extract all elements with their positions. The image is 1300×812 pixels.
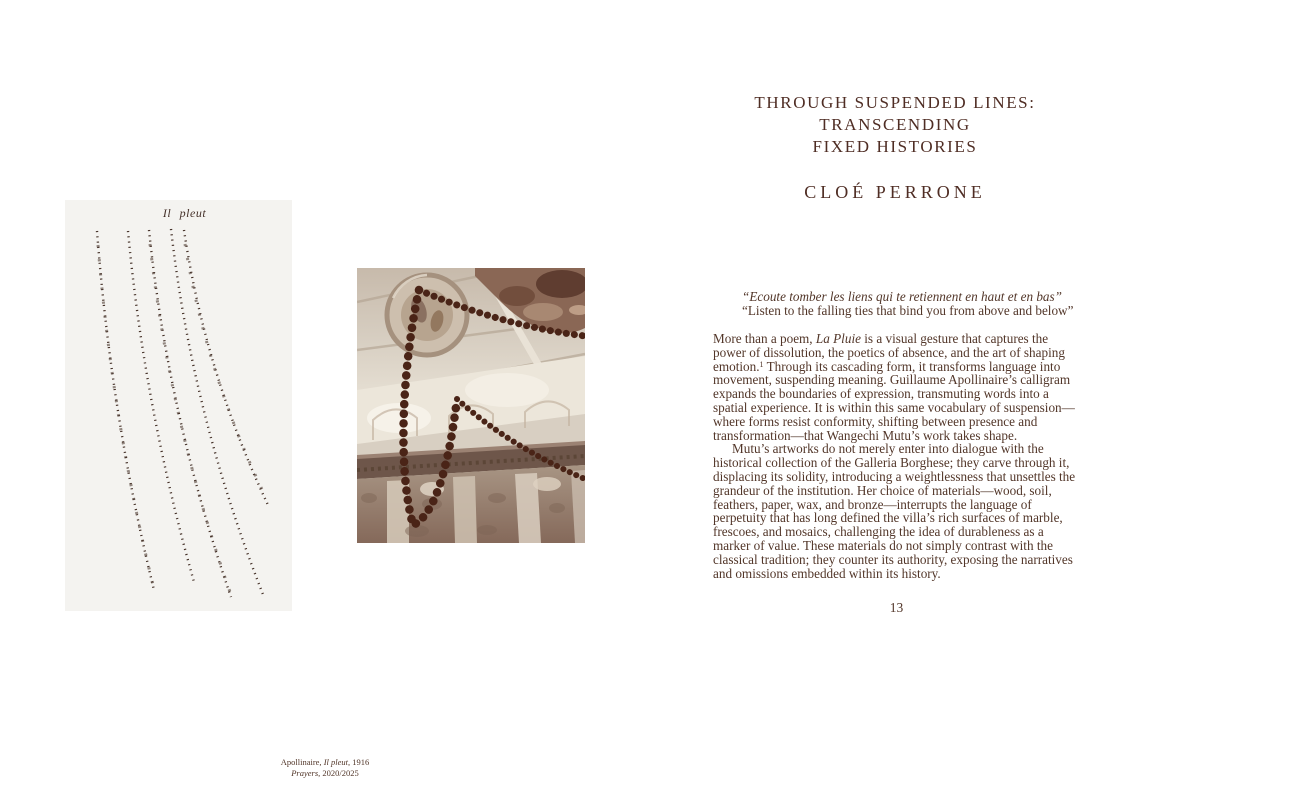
essay-body [713, 332, 1080, 580]
wall-relief-light-2 [533, 477, 561, 491]
p1-after-title: is a visual gesture that captures the power of dissolution, the poetics of absence, and the art of shaping emotion. [713, 331, 1065, 374]
beads-photo-art [357, 268, 585, 543]
essay-title-line-3: FIXED HISTORIES [812, 137, 978, 156]
plate-caption [225, 757, 425, 779]
caption-year-2: , 2020/2025 [318, 768, 359, 778]
rain-line-5 [184, 230, 268, 505]
calligram-plate [65, 200, 292, 611]
caption-line-1 [225, 757, 425, 768]
p1-lead: More than a poem, [713, 331, 816, 346]
calligram-title: Il pleut [162, 206, 207, 220]
caption-line-2 [225, 768, 425, 779]
caption-work-2: Prayers [291, 768, 319, 778]
caption-year-1: , 1916 [348, 757, 370, 767]
rain-line-5-clusters [185, 244, 267, 500]
p1-rest: Through its cascading form, it transforms language into movement, suspending meaning. Guillaume Apollinaire’s calligram expands the boundaries of expression, transmuting words into a spatial experience. It is within this same vocabulary of suspension—where forms resist conformity, shifting between presence and transformation—that Wangechi Mutu’s work takes shape. [713, 358, 1075, 443]
essay-title-line-2: TRANSCENDING [819, 115, 971, 134]
glare-center [465, 373, 549, 407]
essay-title [650, 92, 1140, 158]
caption-work-1: Il pleut [323, 757, 349, 767]
rain-line-1 [97, 231, 154, 590]
rain-line-2 [128, 231, 194, 582]
rain-line-3-clusters [150, 244, 230, 592]
essay-author: CLOÉ PERRONE [804, 182, 986, 202]
calligram-rain-lines [65, 200, 292, 611]
p1-work-title: La Pluie [815, 331, 861, 346]
page-number: 13 [889, 600, 904, 615]
paragraph-2: Mutu’s artworks do not merely enter into dialogue with the historical collection of the Galleria Borghese; they carve through it, displacing its solidity, introducing a weightlessness that unsettles the grandeur of the institution. Her choice of materials—wood, soil, feathers, paper, wax, and bronze—interrupts the language of perpetuity that has long defined the villa’s rich surfaces of marble, frescoes, and mosaics, challenging the idea of durableness as a marker of value. These materials do not simply contrast with the classical tradition; they counter its authority, exposing the narratives and omissions embedded within its history. [713, 441, 1076, 581]
paragraph-1 [713, 332, 1080, 442]
rain-line-3 [149, 230, 231, 597]
epigraph-english: “Listen to the falling ties that bind you from above and below” [742, 302, 1074, 318]
caption-artist: Apollinaire, [280, 757, 324, 767]
epigraph-french: “Ecoute tomber les liens qui te retiennent en haut et en bas” [742, 289, 1062, 304]
footnote-marker: 1 [759, 359, 764, 369]
epigraph [742, 290, 1073, 317]
ceiling-medallion [387, 275, 467, 355]
beads-photo [357, 268, 585, 543]
rain-line-1-clusters [98, 245, 153, 585]
rain-line-4 [171, 229, 264, 597]
essay-title-line-1: THROUGH SUSPENDED LINES: [754, 93, 1036, 112]
